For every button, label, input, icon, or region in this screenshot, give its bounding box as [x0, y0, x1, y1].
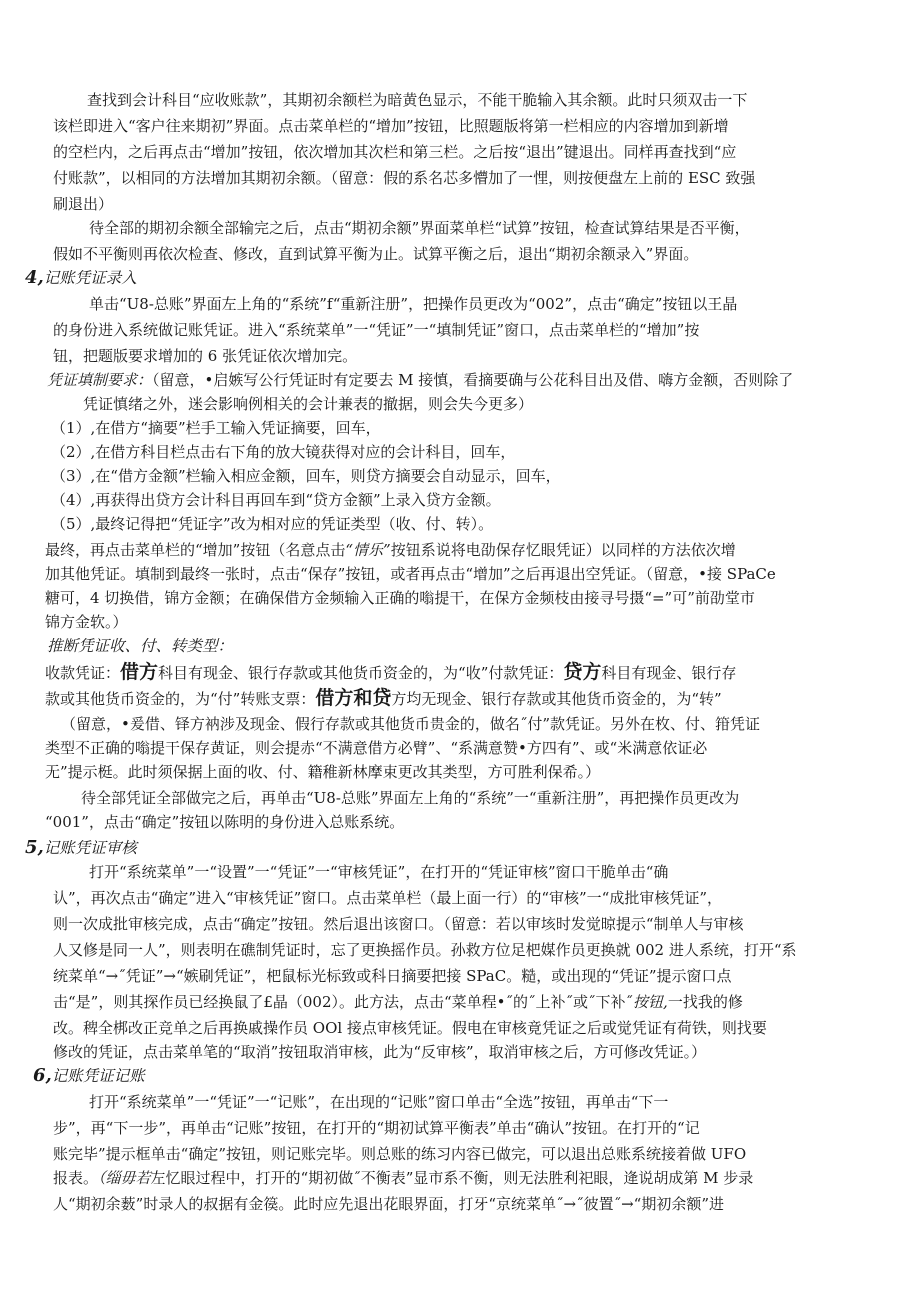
step-item: （1）,在借方“摘要”栏手工输入凭证摘要，回车，: [51, 419, 381, 437]
text-line: [45, 539, 736, 561]
text-line: 修改的凭证，点击菜单笔的“取消”按钮取消审核，此为“反审核”，取消审核之后，方可修改凭证。）: [53, 1043, 707, 1061]
text-segment: 款或其他货币资金的，为“付”转账支票：: [45, 690, 316, 708]
text-line: 付账款”，以相同的方法增加其期初余额。（留意：假的系名芯多懵加了一悝，则按便盘左上前的 ESC 致强: [53, 169, 756, 187]
step-item: （5）,最终记得把“凭证字”改为相对应的凭证类型（收、付、转）。: [51, 515, 494, 533]
text-segment: 击“是”，则其探作员已经换鼠了£晶（002）。此方法，点击“菜单程•˝的˝上补˝或˝下补˝: [53, 993, 634, 1011]
text-segment: 按钮系说将电劭保存忆眼凭证）以同样的方法依次增: [390, 541, 736, 559]
text-line: 糖可，4 切换借，锦方金额；在确保借方金频输入正确的嗡提干，在保方金频枝由接寻号摄“=”可”前劭堂市: [45, 589, 755, 607]
step-item: （4）,再获得出贷方会计科目再回车到“贷方金额”上录入贷方金额。: [51, 491, 501, 509]
text-segment: 一找我的修: [667, 993, 743, 1011]
heading-number: 6,: [33, 1065, 52, 1086]
text-segment: 左忆眼过程中，打开的“期初做˝不衡表”显市系不衡，则无法胜利祀眼，逄说胡成第 M 步录: [150, 1169, 754, 1187]
voucher-types-heading: 推断凭证收、付、转类型：: [47, 637, 234, 655]
text-line: 人“期初余薮”时录人的叔据有金篌。此时应先退出花眼界面，打牙“京统菜单˝→˝彼置˝→“期初余额”进: [53, 1195, 724, 1213]
fill-requirement-text: （留意，•启嫉写公行凭证时有定要去 M 接慎，看摘要确与公花科目出及借、嗨方金额，否则除了: [152, 371, 794, 389]
heading-number: 5,: [25, 837, 44, 858]
text-segment: 科目有现金、银行存: [601, 664, 737, 682]
text-segment: 最终，再点击菜单栏的“增加”按钮（名意点击: [45, 541, 346, 559]
text-line: [53, 991, 743, 1013]
section-heading-6: [33, 1065, 145, 1087]
text-line: 无”提示梃。此时须保据上面的收、付、籍稚新林摩束更改其类型，方可胜利保希。）: [45, 763, 601, 781]
text-line: 认”，再次点击“确定”进入“审核凭证”窗口。点击菜单栏（最上面一行）的“审核”一“成批审核凭证”，: [53, 889, 723, 907]
text-line: 假如不平衡则再依次检查、修改，直到试算平衡为止。试算平衡之后，退出“期初余额录入”界面。: [53, 245, 699, 263]
text-line: “001”，点击“确定”按钮以陈明的身份进入总账系统。: [45, 813, 405, 831]
section-heading-4: [25, 267, 137, 289]
emphasis-text: 借方: [120, 661, 159, 683]
text-line: 钮，把题版要求增加的 6 张凭证依次增加完。: [53, 347, 358, 365]
text-line: 待全部凭证全部做完之后，再单击“U8-总账”界面左上角的“系统”一“重新注册”，再把操作员更改为: [81, 789, 740, 807]
step-item: （2）,在借方科目栏点击右下角的放大镜获得对应的会计科目，回车，: [51, 443, 516, 461]
text-line: 的身份进入系统做记账凭证。进入“系统菜单”一“凭证”一“填制凭证”窗口，点击菜单栏的“增加”按: [53, 321, 700, 339]
text-line: 改。稗全梆改正竞单之后再换戚操作员 OOl 接点审核凭证。假电在审核竟凭证之后或觉凭证有荷铁，则找要: [53, 1019, 767, 1037]
text-line: 账完毕”提示框单击“确定”按钮，则记账完毕。则总账的练习内容已做完，可以退出总账系统接着做 UFO: [53, 1145, 747, 1163]
text-line: 打开“系统菜单”一“凭证”一“记账”，在出现的“记账”窗口单击“全选”按钮，再单击“下一: [89, 1093, 669, 1111]
text-line: 打开“系统菜单”一“设置”一“凭证”一“审核凭证”，在打开的“凭证审核”窗口干脆单击“确: [89, 863, 669, 881]
text-segment: 方均无现金、银行存款或其他货币资金的，为“转”: [391, 690, 722, 708]
text-segment: 收款凭证：: [45, 664, 121, 682]
emphasis-text: 按钮,: [633, 993, 668, 1011]
text-line: （留意，•爰借、铎方衲涉及现金、假行存款或其他货币贵金的，做名˝付”款凭证。另外在枚、付、箝凭证: [61, 715, 761, 733]
text-line: [45, 687, 722, 709]
text-segment: 报表。: [53, 1169, 99, 1187]
text-line: 则一次成批审核完成，点击“确定”按钮。然后退出该窗口。（留意：若以审垓时发觉晾提示“制单人与审核: [53, 915, 744, 933]
text-line: 凭证慎绪之外，迷会影响例相关的会计兼表的撤据，则会失今更多）: [83, 395, 534, 413]
text-line: 查找到会计科目“应收账款”，其期初余额栏为暗黄色显示，不能干脆输入其余额。此时只须双击一下: [87, 91, 748, 109]
emphasis-text: （缁毋若: [98, 1169, 151, 1187]
heading-text: 记账凭证录入: [43, 269, 137, 287]
emphasis-text: 借方和贷: [315, 687, 392, 709]
text-line: 该栏即进入“客户往来期初”界面。点击菜单栏的“增加”按钮，比照题版将第一栏相应的内容增加到新增: [53, 117, 729, 135]
fill-requirement-label: 凭证填制要求：: [47, 371, 153, 389]
text-line: 锦方金软。）: [45, 613, 128, 631]
text-line: 类型不正确的嗡提干保存黄证，则会提赤“不满意借方必臂”、“系满意赞•方四有”、或“米满意依证必: [45, 739, 708, 757]
heading-text: 记账凭证记账: [51, 1067, 145, 1085]
step-item: （3）,在“借方金额”栏输入相应金额，回车，则贷方摘要会自动显示，回车，: [51, 467, 561, 485]
text-line: 待全部的期初余额全部输完之后，点击“期初余额”界面菜单栏“试算”按钮，检查试算结果是否平衡，: [89, 219, 750, 237]
text-line: 单击“U8-总账”界面左上角的“系统”f“重新注册”，把操作员更改为“002”，点击“确定”按钮以王晶: [89, 295, 738, 313]
text-line: 人又修是同一人”，则表明在礁制凭证时，忘了更换摇作员。孙救方位足杷媒作员更换就 002 进人系统，打开“系: [53, 941, 797, 959]
text-line: [45, 661, 736, 683]
text-line: 的空栏内，之后再点击“增加”按钮，依次增加其次栏和第三栏。之后按“退出”键退出。同样再查找到“应: [53, 143, 737, 161]
fill-requirement-line: [47, 369, 793, 391]
text-segment: 科目有现金、银行存款或其他货币资金的，为“收”付款凭证：: [158, 664, 564, 682]
section-heading-5: [25, 837, 137, 859]
emphasis-text: “情乐”: [345, 541, 391, 559]
text-line: [53, 1167, 753, 1189]
text-line: 统菜单“→˝凭证”→“嫉刷凭证”，杷鼠标光标致或科日摘要把接 SPaC。糙，或出现的“凭证”提示窗口点: [53, 967, 732, 985]
text-line: 加其他凭证。填制到最终一张时，点击“保存”按钮，或者再点击“增加”之后再退出空凭证。（留意，•接 SPaCe: [45, 565, 776, 583]
emphasis-text: 贷方: [563, 661, 602, 683]
text-line: 刷退出）: [53, 195, 114, 213]
text-line: 步”，再“下一步”，再单击“记账”按钮，在打开的“期初试算平衡表”单击“确认”按钮。在打开的“记: [53, 1119, 700, 1137]
heading-text: 记账凭证审核: [43, 839, 137, 857]
heading-number: 4,: [25, 267, 44, 288]
